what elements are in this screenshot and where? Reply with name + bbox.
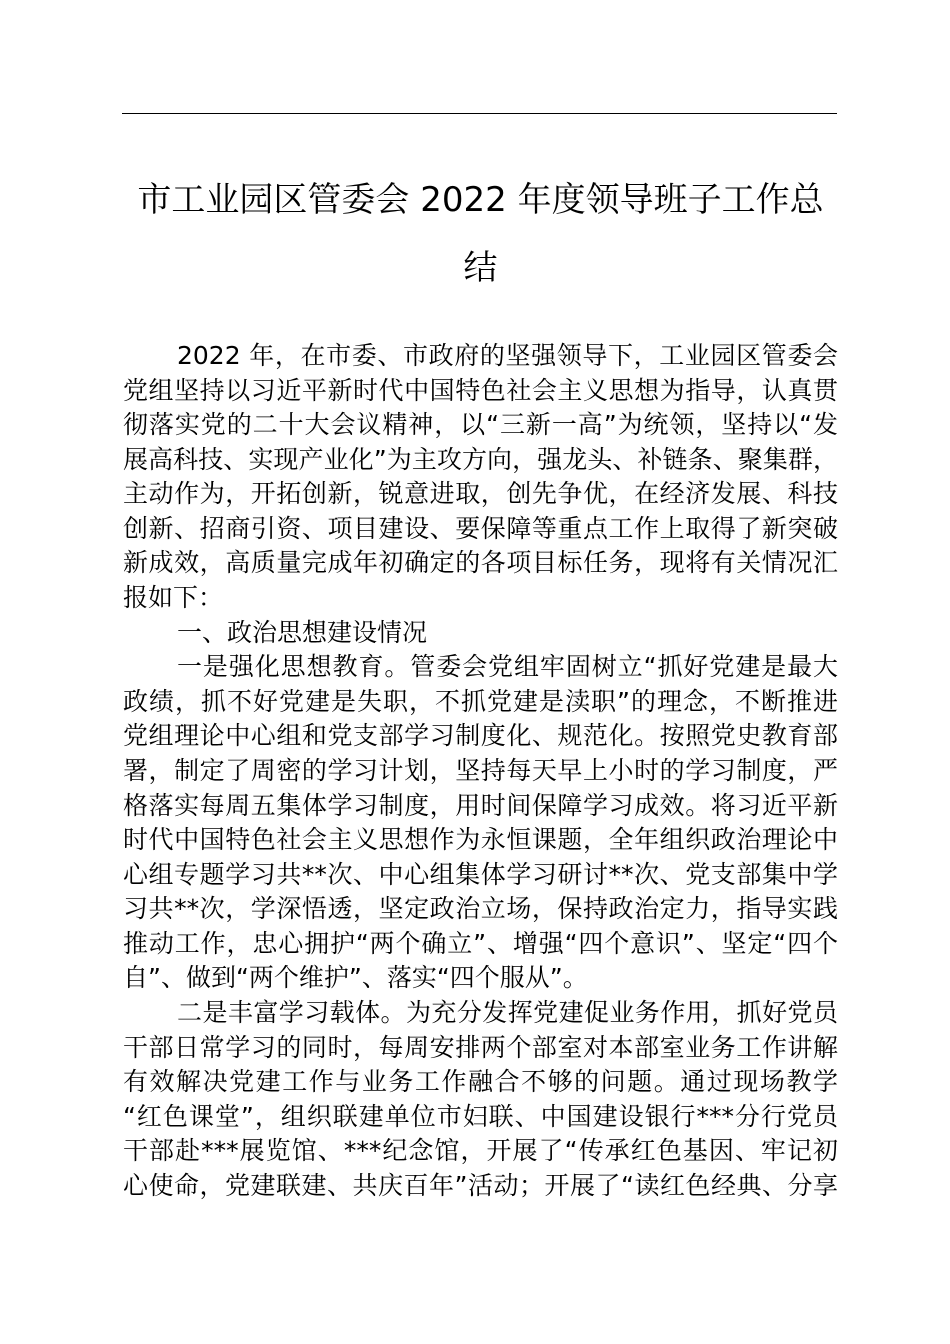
text-line: 推动工作，忠心拥护“两个确立”、增强“四个意识”、坚定“四个 xyxy=(123,928,838,958)
text-line: 格落实每周五集体学习制度，用时间保障学习成效。将习近平新 xyxy=(123,790,838,820)
document-body xyxy=(123,339,838,1203)
text-line: 干部日常学习的同时，每周安排两个部室对本部室业务工作讲解 xyxy=(123,1032,838,1062)
section-heading-text: 一、政治思想建设情况 xyxy=(177,617,428,647)
paragraph-intro xyxy=(123,339,838,616)
text-line: 新成效，高质量完成年初确定的各项目标任务，现将有关情况汇 xyxy=(123,548,838,578)
text-line: 署，制定了周密的学习计划，坚持每天早上小时的学习制度，严 xyxy=(123,755,838,785)
text-line: 彻落实党的二十大会议精神，以“三新一高”为统领，坚持以“发 xyxy=(123,410,838,440)
text-line: 有效解决党建工作与业务工作融合不够的问题。通过现场教学 xyxy=(123,1067,838,1097)
document-title xyxy=(123,166,838,302)
paragraph-thought-education xyxy=(123,650,838,996)
text-line: 心组专题学习共**次、中心组集体学习研讨**次、党支部集中学 xyxy=(123,859,838,889)
text-line: 干部赴***展览馆、***纪念馆，开展了“传承红色基因、牢记初 xyxy=(123,1136,838,1166)
text-line: 习共**次，学深悟透，坚定政治立场，保持政治定力，指导实践 xyxy=(123,894,838,924)
text-line: 政绩，抓不好党建是失职，不抓党建是渎职”的理念，不断推进 xyxy=(123,686,838,716)
title-line-2: 结 xyxy=(463,248,498,288)
text-line: 党组坚持以习近平新时代中国特色社会主义思想为指导，认真贯 xyxy=(123,375,838,405)
text-line: 心使命，党建联建、共庆百年”活动；开展了“读红色经典、分享 xyxy=(123,1170,838,1200)
text-line: 一是强化思想教育。管委会党组牢固树立“抓好党建是最大 xyxy=(177,652,838,682)
title-line-1: 市工业园区管委会 2022 年度领导班子工作总 xyxy=(137,180,824,220)
section-heading xyxy=(123,616,838,651)
text-line: 创新、招商引资、项目建设、要保障等重点工作上取得了新突破 xyxy=(123,513,838,543)
paragraph-learning-carrier xyxy=(123,996,838,1203)
text-line: “红色课堂”，组织联建单位市妇联、中国建设银行***分行党员 xyxy=(123,1101,838,1131)
text-line: 党组理论中心组和党支部学习制度化、规范化。按照党史教育部 xyxy=(123,721,838,751)
text-line: 报如下： xyxy=(123,583,224,613)
text-line: 2022 年，在市委、市政府的坚强领导下，工业园区管委会 xyxy=(177,341,838,370)
top-rule xyxy=(122,113,837,114)
text-line: 主动作为，开拓创新，锐意进取，创先争优，在经济发展、科技 xyxy=(123,479,838,509)
text-line: 展高科技、实现产业化”为主攻方向，强龙头、补链条、聚集群， xyxy=(123,444,838,474)
text-line: 二是丰富学习载体。为充分发挥党建促业务作用，抓好党员 xyxy=(177,997,838,1027)
text-line: 自”、做到“两个维护”、落实“四个服从”。 xyxy=(123,963,588,993)
text-line: 时代中国特色社会主义思想作为永恒课题，全年组织政治理论中 xyxy=(123,825,838,855)
